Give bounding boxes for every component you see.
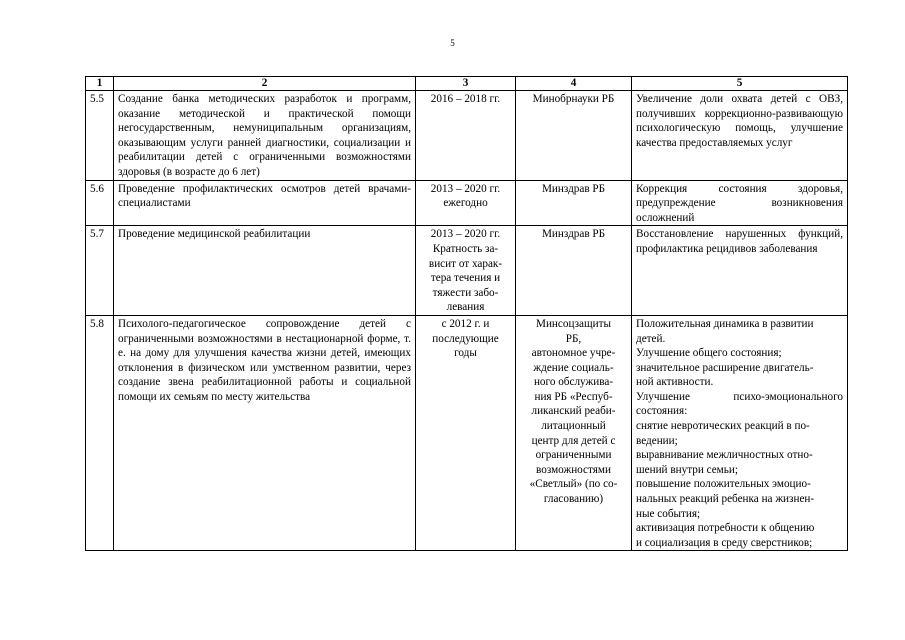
result-line: выравнивание межличностных отно- — [636, 449, 813, 462]
column-header-number: 1 — [86, 77, 114, 91]
executor-line: «Светлый» (по со- — [529, 478, 618, 491]
term-line: тяжести забо- — [432, 286, 499, 299]
row-activity: Проведение профилактических осмотров детей врачами-специалистами — [114, 180, 416, 226]
row-executor: Минздрав РБ — [516, 180, 632, 226]
result-line: состояния: — [636, 405, 688, 418]
row-number: 5.6 — [86, 180, 114, 226]
executor-line: ликанский реаби- — [531, 405, 616, 418]
executor-line: литационный — [541, 420, 606, 433]
executor-line: Минсоцзащиты — [536, 317, 611, 330]
row-term — [416, 226, 516, 316]
row-result — [632, 180, 848, 226]
row-activity: Психолого-педагогическое сопровождение детей с ограниченными возможностями в нестационарной форме, т. е. на дому для улучшения качества жизни детей, имеющих отклонения в физическом или умственном развитии, через создание звена реабилитационной работы и социальной помощи их семьям по месту жительства — [114, 315, 416, 551]
result-line: предупреждение возникновения — [636, 197, 843, 210]
row-number: 5.5 — [86, 91, 114, 181]
result-line: Улучшение психо-эмоционального — [636, 390, 843, 403]
table-header-row — [86, 77, 848, 91]
row-executor — [516, 315, 632, 551]
result-line: Улучшение общего состояния; — [636, 347, 782, 360]
term-line: Кратность за- — [432, 242, 499, 255]
term-line: тера течения и — [430, 272, 501, 285]
term-line: левания — [446, 301, 485, 314]
executor-line: ограниченными — [535, 449, 612, 462]
column-header-activity: 2 — [114, 77, 416, 91]
table-row-5-7 — [86, 226, 848, 316]
executor-line: ния РБ «Респуб- — [534, 390, 613, 403]
term-line: 2013 – 2020 гг. — [430, 228, 501, 241]
table-row-5-5 — [86, 91, 848, 181]
result-line: значительное расширение двигатель- — [636, 361, 814, 374]
result-line: ведении; — [636, 434, 678, 447]
row-term: 2013 – 2020 гг. ежегодно — [416, 180, 516, 226]
executor-line: автономное учре- — [531, 347, 616, 360]
term-line: последующие — [432, 332, 499, 345]
row-number: 5.7 — [86, 226, 114, 316]
result-line: Коррекция состояния здоровья, — [636, 182, 843, 195]
term-line: с 2012 г. и — [441, 317, 490, 330]
row-result — [632, 315, 848, 551]
row-term — [416, 315, 516, 551]
result-line: ные события; — [636, 507, 701, 520]
column-header-executor: 4 — [516, 77, 632, 91]
term-line: висит от харак- — [428, 257, 503, 270]
measures-table — [85, 76, 848, 551]
result-line: нальных реакций ребенка на жизнен- — [636, 493, 815, 506]
result-line: шений внутри семьи; — [636, 463, 738, 476]
table-row-5-6 — [86, 180, 848, 226]
page-number: 5 — [450, 38, 455, 48]
row-executor: Минобрнауки РБ — [516, 91, 632, 181]
result-line: осложнений — [636, 211, 695, 224]
row-number: 5.8 — [86, 315, 114, 551]
term-line: годы — [454, 347, 477, 360]
executor-line: центр для детей с — [531, 434, 616, 447]
result-line: снятие невротических реакций в по- — [636, 420, 810, 433]
executor-line: РБ, — [565, 332, 582, 345]
row-executor: Минздрав РБ — [516, 226, 632, 316]
result-line: детей. — [636, 332, 666, 345]
row-term: 2016 – 2018 гг. — [416, 91, 516, 181]
column-header-term: 3 — [416, 77, 516, 91]
result-line: активизация потребности к общению — [636, 522, 815, 535]
row-result: Увеличение доли охвата детей с ОВЗ, получивших коррекционно-развивающую психологическую помощь, улучшение качества предоставляемых услуг — [632, 91, 848, 181]
executor-line: возможностями — [536, 463, 611, 476]
table-row-5-8 — [86, 315, 848, 551]
result-line: и социализация в среду сверстников; — [636, 536, 813, 549]
row-activity: Создание банка методических разработок и программ, оказание методической и практической помощи негосударственным, немуниципальным организациям, оказывающим услуги ранней диагностики, социализации и реабилитации детей с ограниченными возможностями здоровья (в возрасте до 6 лет) — [114, 91, 416, 181]
column-header-result: 5 — [632, 77, 848, 91]
result-line: Положительная динамика в развитии — [636, 317, 814, 330]
executor-line: ждение социаль- — [533, 361, 614, 374]
row-activity: Проведение медицинской реабилитации — [114, 226, 416, 316]
result-line: ной активности. — [636, 376, 714, 389]
executor-line: ного обслужива- — [533, 376, 614, 389]
row-result: Восстановление нарушенных функций, профилактика рецидивов заболевания — [632, 226, 848, 316]
executor-line: гласованию) — [543, 493, 604, 506]
result-line: повышение положительных эмоцио- — [636, 478, 811, 491]
